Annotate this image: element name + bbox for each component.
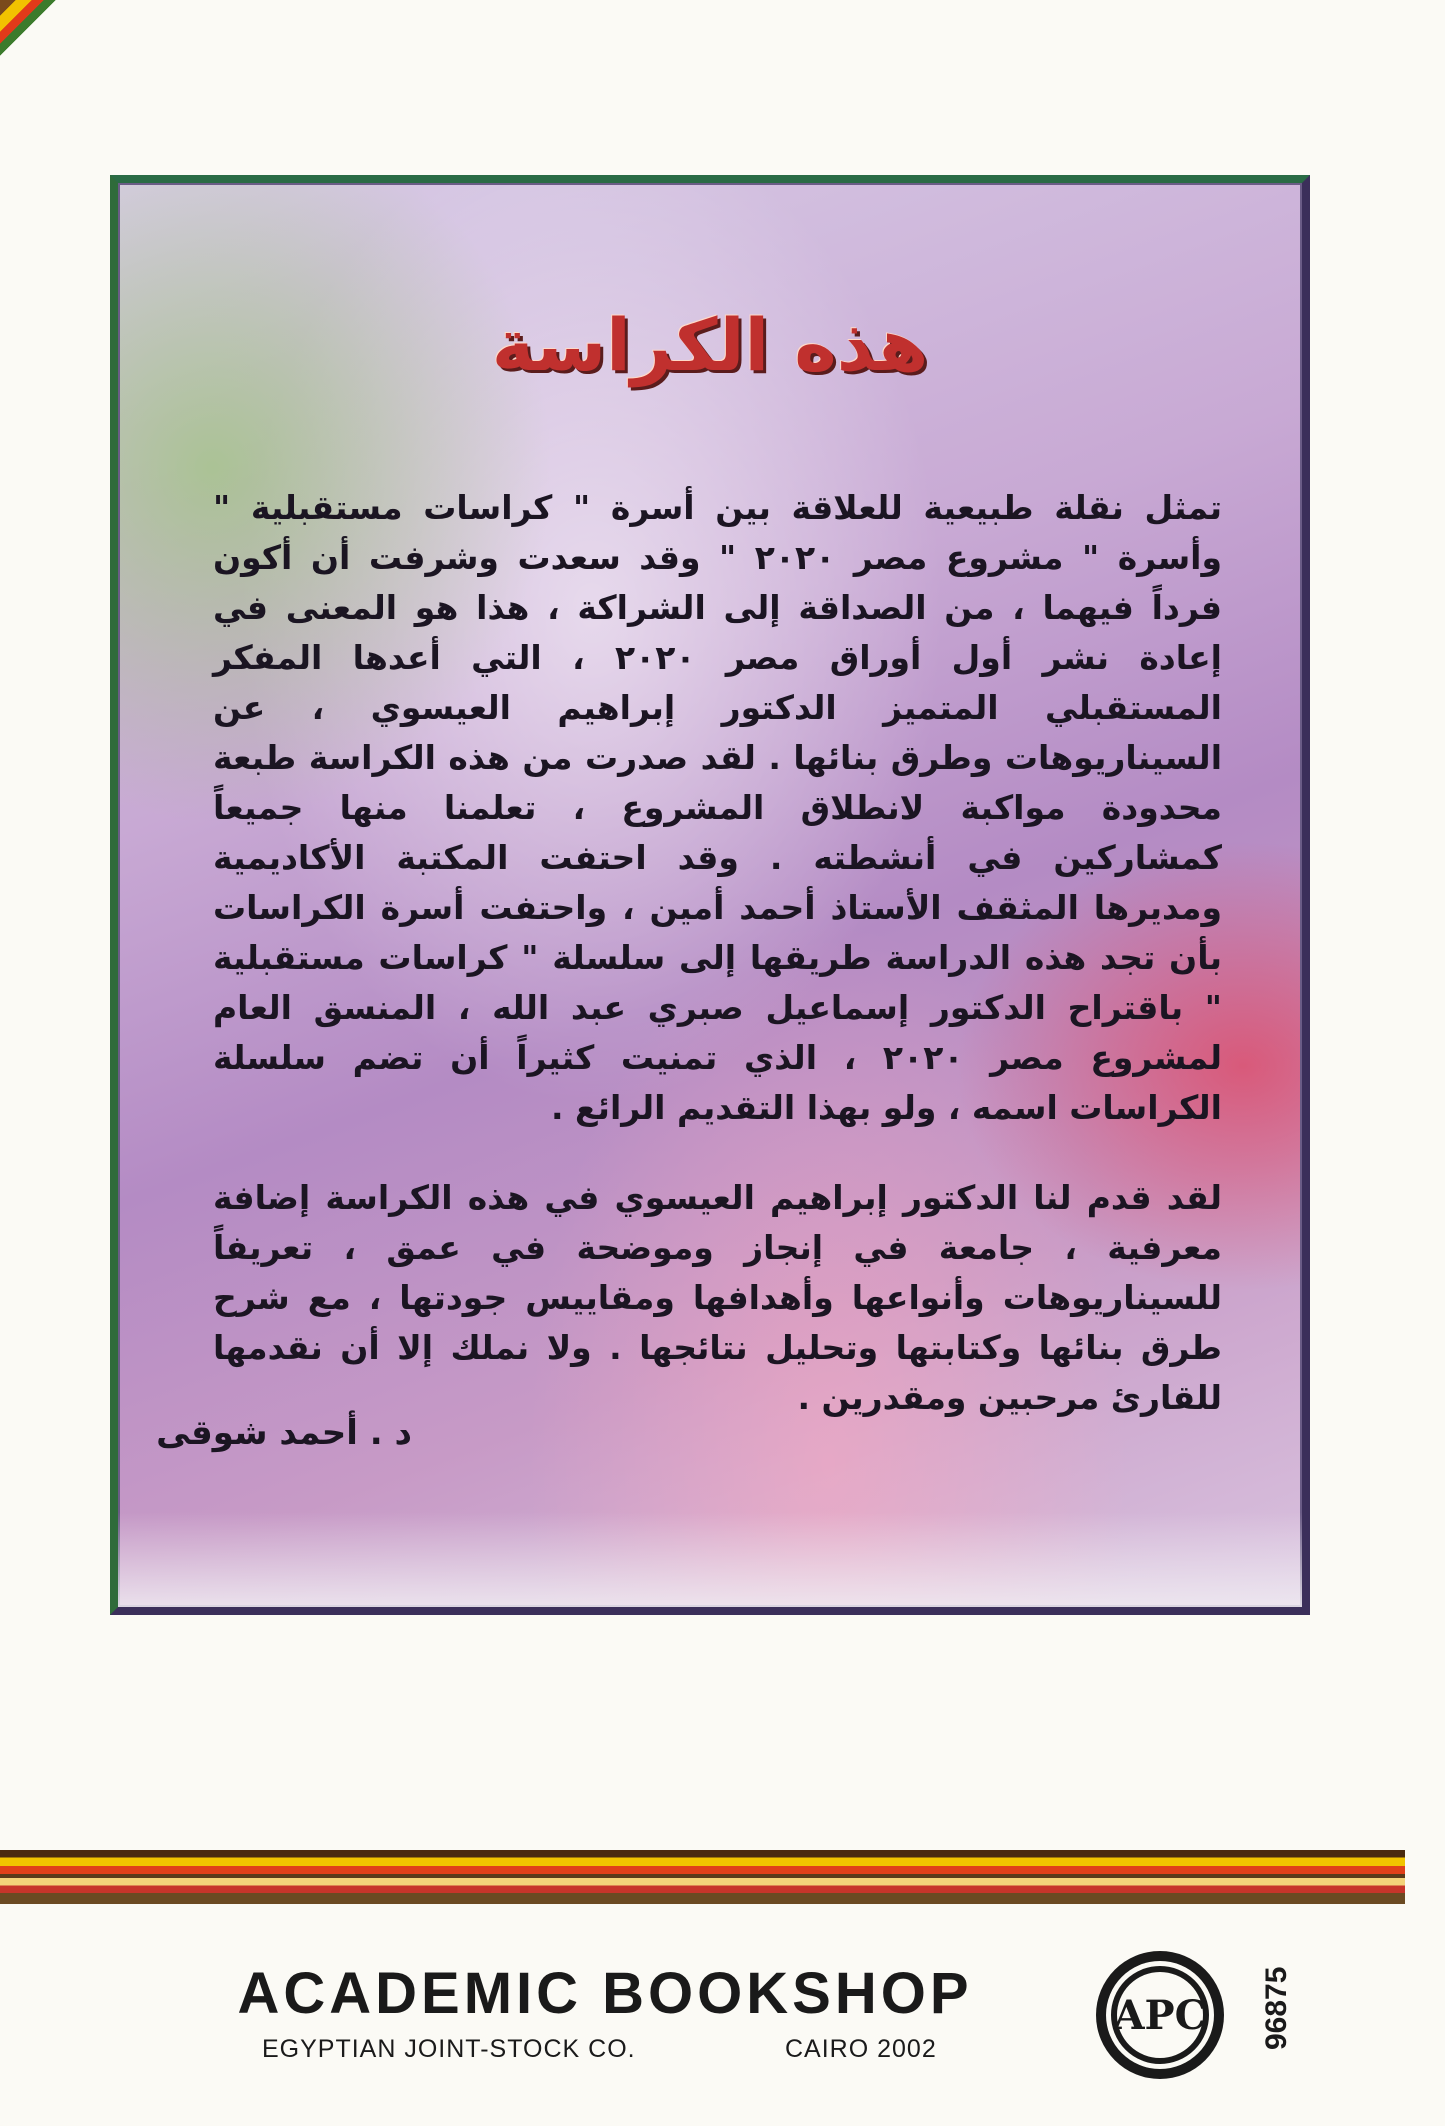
publisher-logo [1090, 1945, 1230, 2085]
panel-body [213, 483, 1222, 1463]
corner-decoration [0, 0, 90, 110]
paragraph-2: لقد قدم لنا الدكتور إبراهيم العيسوي في هذه الكراسة إضافة معرفية ، جامعة في إنجاز وموضحة في عمق ، تعريفاً للسيناريوهات وأنواعها وأهدافها ومقاييس جودتها ، مع شرح طرق بنائها وكتابتها وتحليل نتائجها . ولا نملك إلا أن نقدمها للقارئ مرحبين ومقدرين . [213, 1178, 1222, 1417]
publisher-name: ACADEMIC BOOKSHOP [237, 1961, 973, 2026]
publisher-company: EGYPTIAN JOINT-STOCK CO. [262, 2035, 636, 2063]
cover-panel [110, 175, 1310, 1615]
logo-text: APC [1113, 1992, 1207, 2039]
catalog-number: 96875 [1260, 1966, 1293, 2050]
publisher-city-year: CAIRO 2002 [785, 2035, 937, 2063]
panel-shade [118, 1512, 1302, 1607]
paragraph-1: تمثل نقلة طبيعية للعلاقة بين أسرة " كراسات مستقبلية " وأسرة " مشروع مصر ٢٠٢٠ " وقد سعدت وشرفت أن أكون فرداً فيهما ، من الصداقة إلى الشراكة ، هذا هو المعنى في إعادة نشر أول أوراق مصر ٢٠٢٠ ، التي أعدها المفكر المستقبلي المتميز الدكتور إبراهيم العيسوي ، عن السيناريوهات وطرق بنائها . لقد صدرت من هذه الكراسة طبعة محدودة مواكبة لانطلاق المشروع ، تعلمنا منها جميعاً كمشاركين في أنشطته . وقد احتفت المكتبة الأكاديمية ومديرها المثقف الأستاذ أحمد أمين ، واحتفت أسرة الكراسات بأن تجد هذه الدراسة طريقها إلى سلسلة " كراسات مستقبلية " باقتراح الدكتور إسماعيل صبري عبد الله ، المنسق العام لمشروع مصر ٢٠٢٠ ، الذي تمنيت كثيراً أن تضم سلسلة الكراسات اسمه ، ولو بهذا التقديم الرائع . [213, 488, 1222, 1127]
signature: د . أحمد شوقى [156, 1413, 412, 1453]
panel-title: هذه الكراسة [491, 303, 929, 387]
bottom-stripes [0, 1850, 1405, 1904]
